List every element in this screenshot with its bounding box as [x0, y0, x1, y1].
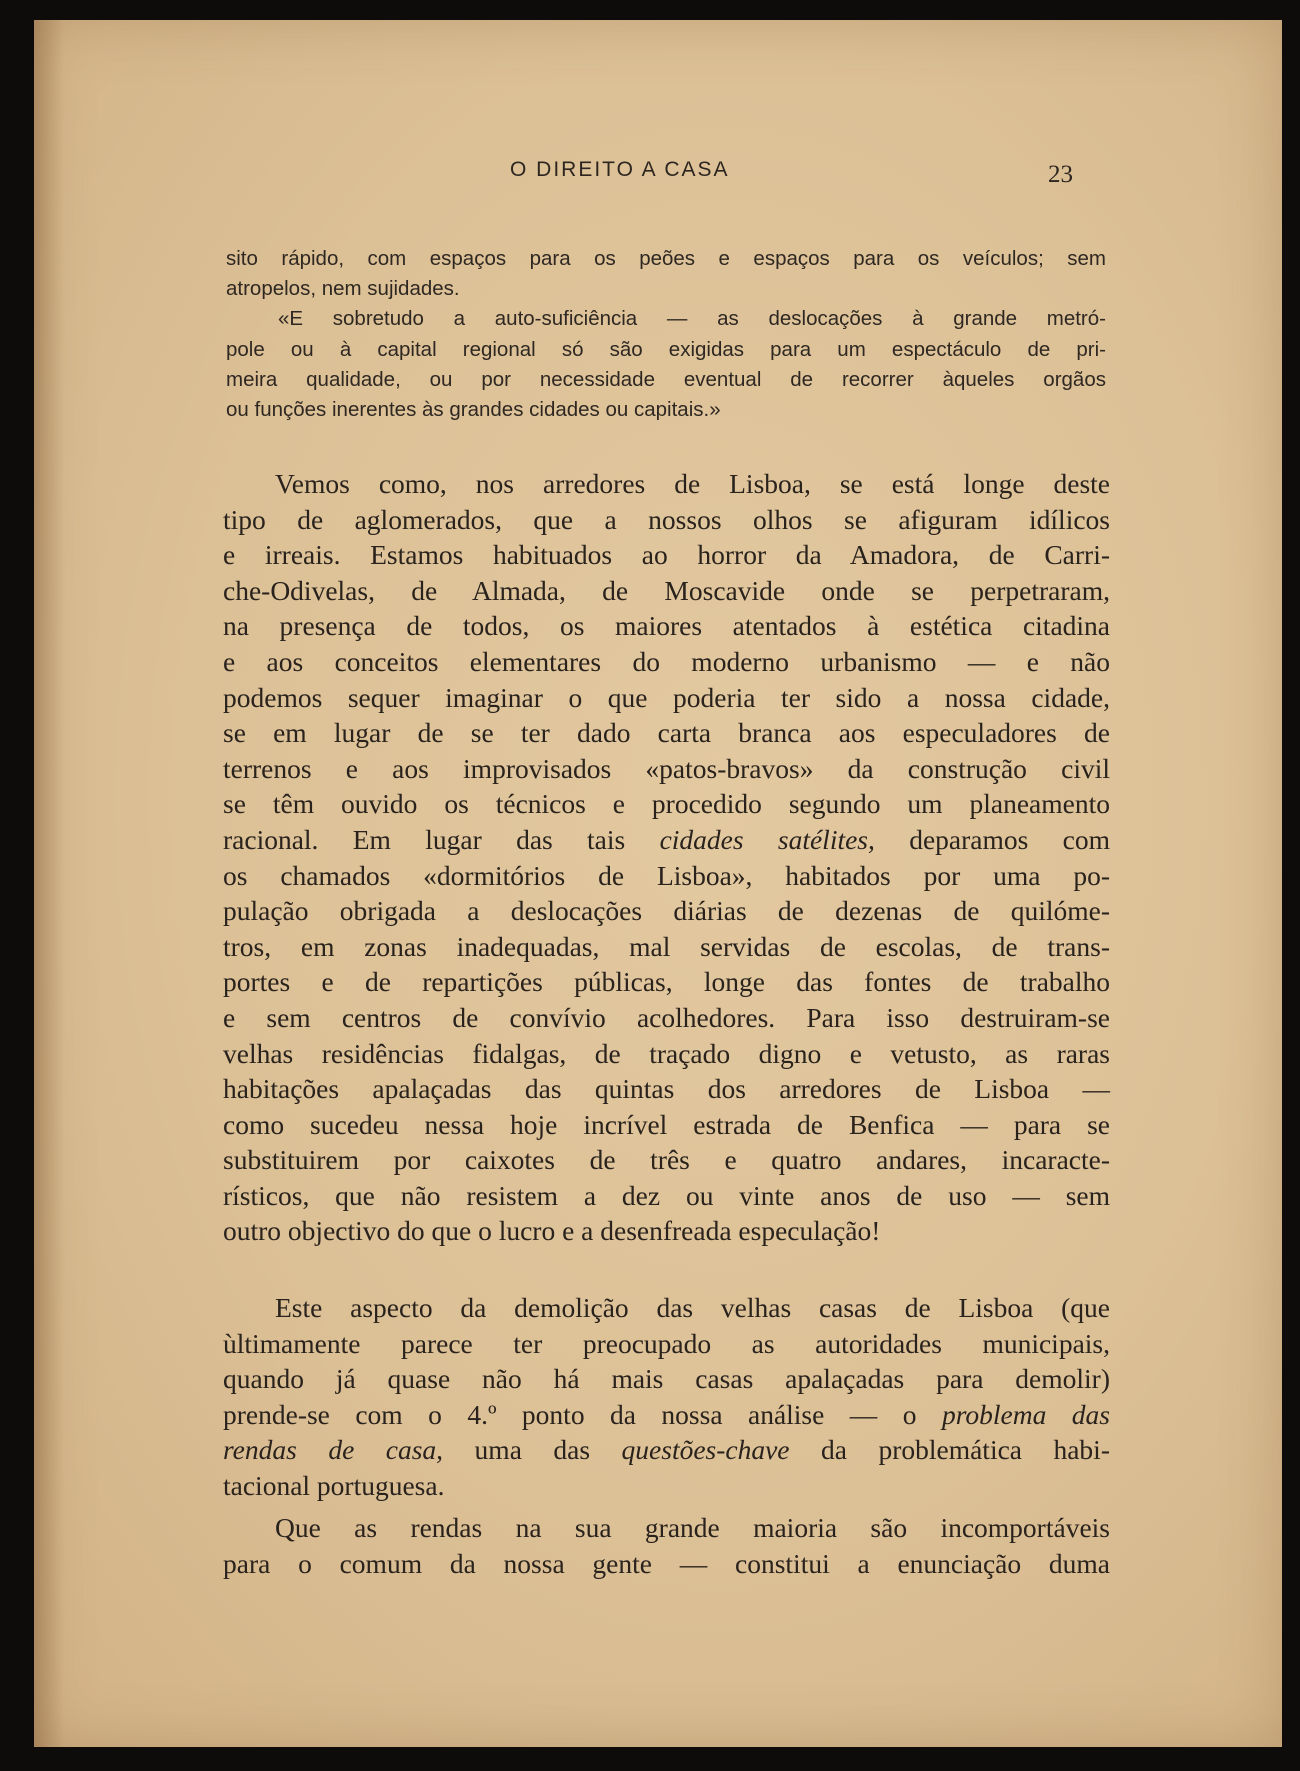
- quote-line: pole ou à capital regional só são exigidas para um espectáculo de pri-: [226, 337, 1106, 361]
- text-line: e aos conceitos elementares do moderno urbanismo — e não: [223, 645, 1110, 677]
- text-line: se têm ouvido os técnicos e procedido segundo um planeamento: [223, 788, 1110, 820]
- quote-line: meira qualidade, ou por necessidade eventual de recorrer àqueles orgãos: [226, 367, 1106, 391]
- text-line: tacional portuguesa.: [223, 1469, 445, 1501]
- text-segment: uma das: [443, 1434, 622, 1466]
- text-line: habitações apalaçadas das quintas dos arredores de Lisboa —: [223, 1073, 1110, 1105]
- text-line: [223, 1432, 1110, 1468]
- text-line: tipo de aglomerados, que a nossos olhos se afiguram idílicos: [223, 503, 1110, 535]
- text-line: velhas residências fidalgas, de traçado digno e vetusto, as raras: [223, 1037, 1110, 1069]
- text-line: outro objectivo do que o lucro e a desenfreada especulação!: [223, 1215, 881, 1247]
- italic-term: problema das: [941, 1398, 1110, 1430]
- running-title: O DIREITO A CASA: [510, 158, 730, 181]
- text-line: como sucedeu nessa hoje incrível estrada de Benfica — para se: [223, 1108, 1110, 1140]
- text-line: Este aspecto da demolição das velhas casas de Lisboa (que: [275, 1292, 1110, 1323]
- book-page: [34, 20, 1282, 1747]
- text-segment: da problemática habi-: [789, 1434, 1110, 1466]
- binding-gutter-shadow: [34, 20, 64, 1747]
- quote-line: atropelos, nem sujidades.: [226, 277, 460, 301]
- text-segment: racional. Em lugar das tais: [223, 823, 660, 855]
- page-number: 23: [1048, 161, 1073, 188]
- quoted-passage: [226, 244, 1106, 425]
- text-line: e sem centros de convívio acolhedores. Para isso destruiram-se: [223, 1001, 1110, 1033]
- text-line: para o comum da nossa gente — constitui a enunciação duma: [223, 1547, 1110, 1579]
- text-segment: deparamos com: [874, 823, 1110, 855]
- text-line: [223, 822, 1110, 858]
- text-line: quando já quase não há mais casas apalaçadas para demolir): [223, 1363, 1110, 1395]
- text-line: Que as rendas na sua grande maioria são incomportáveis: [275, 1512, 1110, 1543]
- paragraph-3: [223, 1510, 1110, 1581]
- text-line: podemos sequer imaginar o que poderia ter sido a nossa cidade,: [223, 681, 1110, 713]
- text-line: che-Odivelas, de Almada, de Moscavide onde se perpetraram,: [223, 574, 1110, 606]
- text-line: e irreais. Estamos habituados ao horror da Amadora, de Carri-: [223, 539, 1110, 571]
- text-line: na presença de todos, os maiores atentados à estética citadina: [223, 610, 1110, 642]
- text-line: terrenos e aos improvisados «patos-bravos» da construção civil: [223, 752, 1110, 784]
- text-line: [223, 1397, 1110, 1433]
- italic-term: questões-chave: [621, 1434, 790, 1466]
- text-line: se em lugar de se ter dado carta branca aos especuladores de: [223, 717, 1110, 749]
- text-line: Vemos como, nos arredores de Lisboa, se está longe deste: [275, 468, 1110, 499]
- text-segment: prende-se com o 4.º ponto da nossa análise — o: [223, 1398, 942, 1430]
- paragraph-2: [223, 1290, 1110, 1504]
- text-line: substituirem por caixotes de três e quatro andares, incaracte-: [223, 1144, 1110, 1176]
- text-line: portes e de repartições públicas, longe das fontes de trabalho: [223, 966, 1110, 998]
- quote-line: «E sobretudo a auto-suficiência — as deslocações à grande metró-: [278, 307, 1106, 331]
- text-line: os chamados «dormitórios de Lisboa», habitados por uma po-: [223, 859, 1110, 891]
- quote-line: ou funções inerentes às grandes cidades ou capitais.»: [226, 398, 721, 422]
- text-line: tros, em zonas inadequadas, mal servidas de escolas, de trans-: [223, 930, 1110, 962]
- paragraph-1: [223, 466, 1110, 1249]
- page-header: [34, 158, 1282, 188]
- italic-term: rendas de casa,: [223, 1434, 444, 1466]
- text-line: ùltimamente parece ter preocupado as autoridades municipais,: [223, 1327, 1110, 1359]
- text-line: pulação obrigada a deslocações diárias de dezenas de quilóme-: [223, 895, 1110, 927]
- quote-line: sito rápido, com espaços para os peões e espaços para os veículos; sem: [226, 247, 1106, 270]
- text-line: rísticos, que não resistem a dez ou vinte anos de uso — sem: [223, 1179, 1110, 1211]
- italic-term: cidades satélites,: [659, 823, 875, 855]
